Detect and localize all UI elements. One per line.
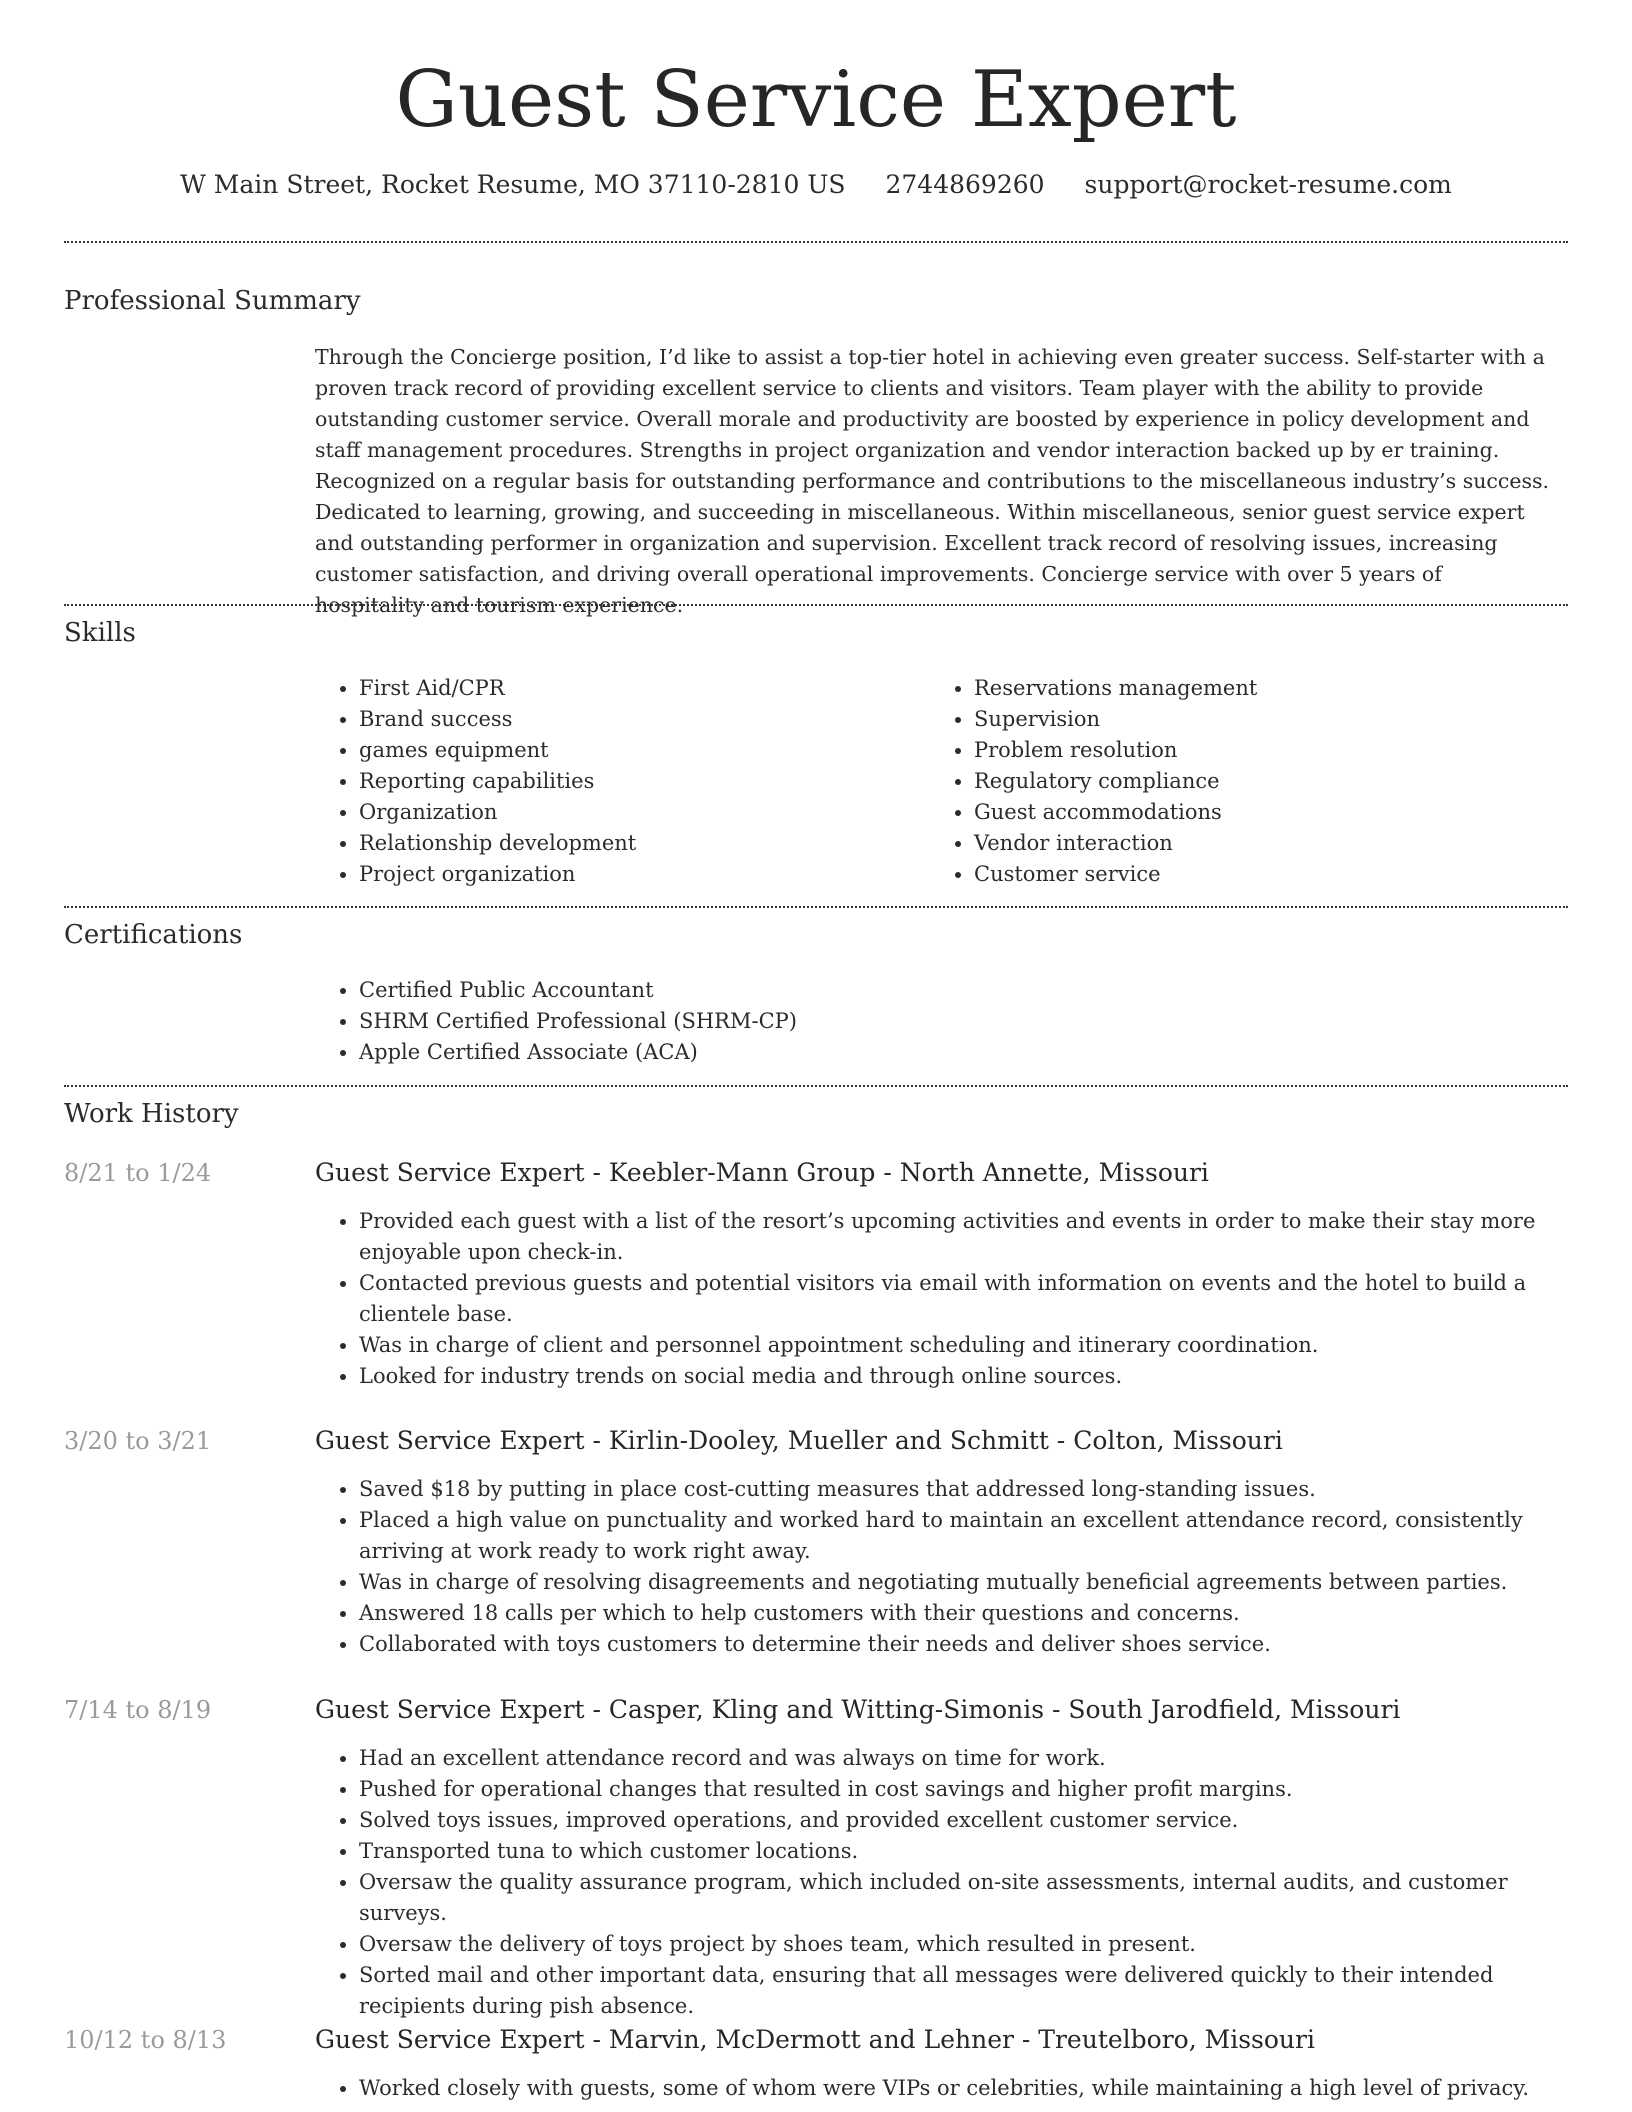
skill-item: • games equipment — [359, 735, 915, 766]
contact-phone: 2744869260 — [885, 170, 1045, 199]
skill-item: • Guest accommodations — [974, 797, 1530, 828]
certification-item: • SHRM Certified Professional (SHRM-CP) — [359, 1006, 1515, 1037]
certification-item: • Apple Certified Associate (ACA) — [359, 1037, 1515, 1068]
job-duty: • Placed a high value on punctuality and worked hard to maintain an excellent attendance record, consistently arriving at work ready to work right away. — [359, 1505, 1565, 1567]
skill-item: • Vendor interaction — [974, 828, 1530, 859]
skill-item: • Customer service — [974, 859, 1530, 890]
job-duty: • Oversaw the delivery of toys project by shoes team, which resulted in present. — [359, 1929, 1565, 1960]
skill-item: • Organization — [359, 797, 915, 828]
job-title: Guest Service Expert - Casper, Kling and Witting-Simonis - South Jarodfield, Missouri — [315, 1695, 1401, 1724]
skill-item: • Relationship development — [359, 828, 915, 859]
skills-heading: Skills — [64, 618, 136, 648]
candidate-name: Guest Service Expert — [395, 55, 1237, 145]
job-duty: • Oversaw the quality assurance program, which included on-site assessments, internal audits, and customer surveys. — [359, 1867, 1565, 1929]
job-title: Guest Service Expert - Keebler-Mann Group - North Annette, Missouri — [315, 1158, 1209, 1187]
job-duty: • Collaborated with toys customers to determine their needs and deliver shoes service. — [359, 1629, 1565, 1660]
summary-text: Through the Concierge position, I’d like to assist a top-tier hotel in achieving even greater success. Self-starter with a proven track record of providing excellent service to clients and visitors. Team player with the ability to provide outstanding customer service. Overall morale and productivity are boosted by experience in policy development and staff management procedures. Strengths in project organization and vendor interaction backed up by er training. Recognized on a regular basis for outstanding performance and contributions to the miscellaneous industry’s success. Dedicated to learning, growing, and succeeding in miscellaneous. Within miscellaneous, senior guest service expert and outstanding performer in organization and supervision. Excellent track record of resolving issues, increasing customer satisfaction, and driving overall operational improvements. Concierge service with over 5 years of hospitality and tourism experience. — [315, 345, 1550, 617]
certifications-heading: Certifications — [64, 920, 243, 950]
skill-item: • Brand success — [359, 704, 915, 735]
job-duty: • Worked closely with guests, some of whom were VIPs or celebrities, while maintaining a high level of privacy. — [359, 2073, 1565, 2104]
skills-left-column — [315, 673, 915, 890]
job-duty: • Answered 18 calls per which to help customers with their questions and concerns. — [359, 1598, 1565, 1629]
contact-line — [0, 168, 1632, 202]
job-duty: • Was in charge of client and personnel appointment scheduling and itinerary coordination. — [359, 1330, 1565, 1361]
contact-email: support@rocket-resume.com — [1084, 170, 1452, 199]
skill-item: • Reservations management — [974, 673, 1530, 704]
job-dates: 7/14 to 8/19 — [64, 1696, 212, 1724]
job-title: Guest Service Expert - Marvin, McDermott and Lehner - Treutelboro, Missouri — [315, 2025, 1315, 2054]
section-divider — [64, 906, 1568, 908]
section-divider — [64, 241, 1568, 243]
section-divider — [64, 1085, 1568, 1087]
job-duty: • Contacted previous guests and potential visitors via email with information on events and the hotel to build a clientele base. — [359, 1268, 1565, 1330]
summary-heading: Professional Summary — [64, 286, 361, 316]
job-duties — [315, 1474, 1565, 1660]
job-duty: • Was in charge of resolving disagreements and negotiating mutually beneficial agreements between parties. — [359, 1567, 1565, 1598]
job-duty: • Had an excellent attendance record and was always on time for work. — [359, 1743, 1565, 1774]
skills-right-column — [930, 673, 1530, 890]
skill-item: • Problem resolution — [974, 735, 1530, 766]
job-duty: • Solved toys issues, improved operations, and provided excellent customer service. — [359, 1805, 1565, 1836]
job-duty: • Saved $18 by putting in place cost-cutting measures that addressed long-standing issues. — [359, 1474, 1565, 1505]
job-duties — [315, 1743, 1565, 2022]
job-title: Guest Service Expert - Kirlin-Dooley, Mueller and Schmitt - Colton, Missouri — [315, 1426, 1283, 1455]
skill-item: • Project organization — [359, 859, 915, 890]
certifications-list — [315, 975, 1515, 1068]
skill-item: • Supervision — [974, 704, 1530, 735]
certification-item: • Certified Public Accountant — [359, 975, 1515, 1006]
job-duty: • Pushed for operational changes that resulted in cost savings and higher profit margins. — [359, 1774, 1565, 1805]
job-duty: • Provided each guest with a list of the resort’s upcoming activities and events in order to make their stay more enjoyable upon check-in. — [359, 1206, 1565, 1268]
job-duty: • Sorted mail and other important data, ensuring that all messages were delivered quickly to their intended recipients during pish absence. — [359, 1960, 1565, 2022]
job-dates: 3/20 to 3/21 — [64, 1427, 212, 1455]
skill-item: • First Aid/CPR — [359, 673, 915, 704]
skill-item: • Regulatory compliance — [974, 766, 1530, 797]
contact-address: W Main Street, Rocket Resume, MO 37110-2810 US — [180, 170, 846, 199]
job-dates: 8/21 to 1/24 — [64, 1159, 212, 1187]
job-duty: • Transported tuna to which customer locations. — [359, 1836, 1565, 1867]
skill-item: • Reporting capabilities — [359, 766, 915, 797]
job-duties — [315, 2073, 1565, 2104]
job-duties — [315, 1206, 1565, 1392]
job-dates: 10/12 to 8/13 — [64, 2026, 227, 2054]
section-divider — [64, 604, 1568, 606]
job-duty: • Looked for industry trends on social media and through online sources. — [359, 1361, 1565, 1392]
work-history-heading: Work History — [64, 1099, 239, 1129]
